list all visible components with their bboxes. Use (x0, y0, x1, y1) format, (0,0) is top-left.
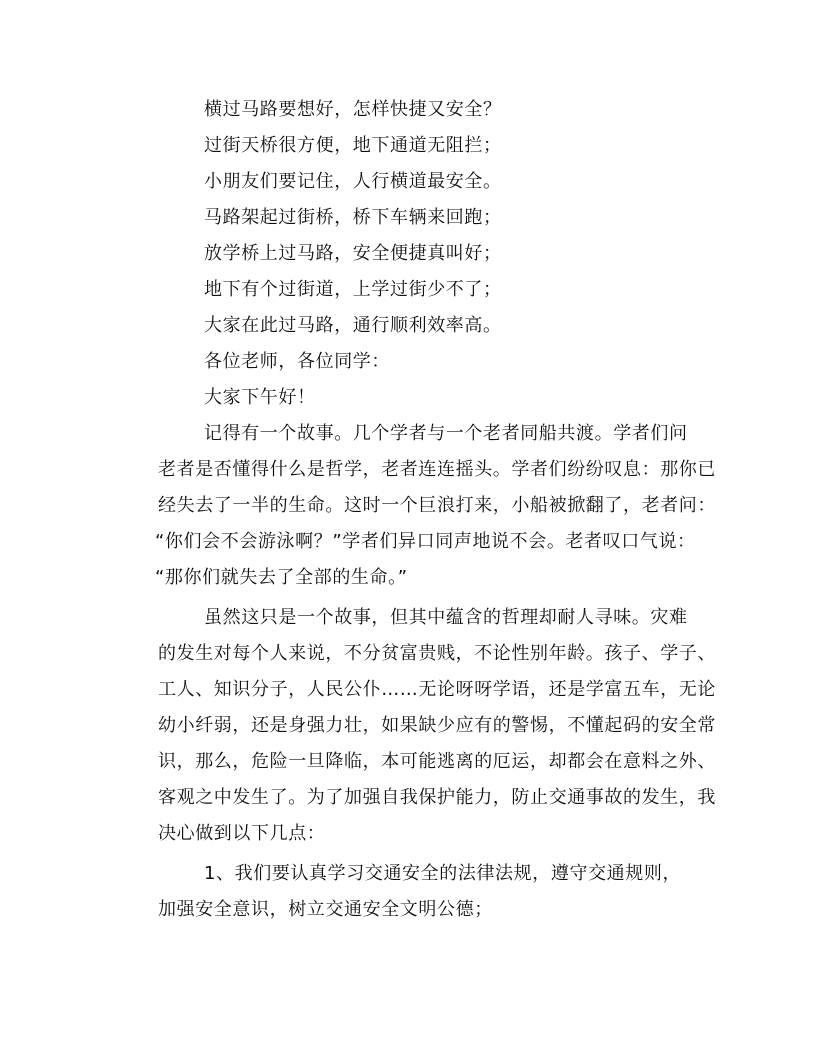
poem-line-5: 放学桥上过马路，安全便捷真叫好； (204, 243, 502, 264)
poem-line-4: 马路架起过街桥，桥下车辆来回跑； (204, 207, 502, 228)
speech-greeting: 大家下午好！ (204, 387, 316, 408)
reflection-line-7: 决心做到以下几点： (158, 823, 326, 844)
poem-line-6: 地下有个过街道，上学过街少不了； (204, 279, 502, 300)
pledge-line-2: 加强安全意识，树立交通安全文明公德； (158, 899, 493, 920)
poem-line-3: 小朋友们要记住，人行横道最安全。 (204, 171, 502, 192)
pledge-line-1: 1、我们要认真学习交通安全的法律法规，遵守交通规则， (204, 863, 682, 884)
story-line-1: 记得有一个故事。几个学者与一个老者同船共渡。学者们问 (204, 423, 688, 444)
story-line-5: “那你们就失去了全部的生命。” (155, 567, 408, 588)
reflection-line-2: 的发生对每个人来说，不分贫富贵贱，不论性别年龄。孩子、学子、 (158, 643, 716, 664)
story-line-2: 老者是否懂得什么是哲学，老者连连摇头。学者们纷纷叹息：那你已 (158, 459, 716, 480)
reflection-line-4: 幼小纤弱，还是身强力壮，如果缺少应有的警惕，不懂起码的安全常 (158, 715, 716, 736)
poem-line-7: 大家在此过马路，通行顺利效率高。 (204, 315, 502, 336)
reflection-line-1: 虽然这只是一个故事，但其中蕴含的哲理却耐人寻味。灾难 (204, 607, 688, 628)
reflection-line-6: 客观之中发生了。为了加强自我保护能力，防止交通事故的发生，我 (158, 787, 716, 808)
story-line-3: 经失去了一半的生命。这时一个巨浪打来，小船被掀翻了，老者问： (158, 495, 716, 516)
poem-line-2: 过街天桥很方便，地下通道无阻拦； (204, 135, 502, 156)
story-line-4: “你们会不会游泳啊？”学者们异口同声地说不会。老者叹口气说： (155, 531, 696, 552)
reflection-line-5: 识，那么，危险一旦降临，本可能逃离的厄运，却都会在意料之外、 (158, 751, 716, 772)
speech-salutation: 各位老师，各位同学： (204, 351, 390, 372)
reflection-line-3: 工人、知识分子，人民公仆……无论呀呀学语，还是学富五车，无论 (158, 679, 716, 700)
poem-line-1: 横过马路要想好，怎样快捷又安全？ (204, 99, 502, 120)
